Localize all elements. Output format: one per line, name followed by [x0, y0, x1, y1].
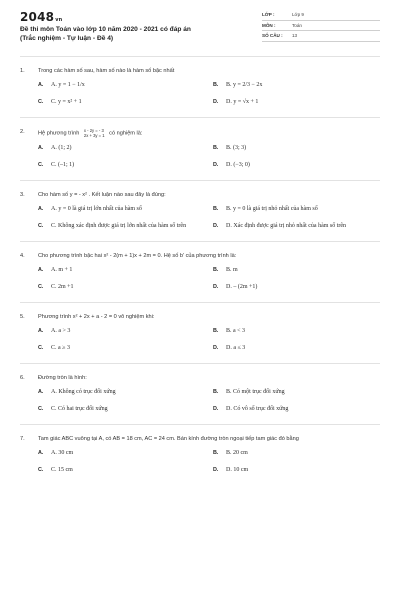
- option-letter: A.: [38, 389, 44, 395]
- question-divider: [20, 180, 380, 181]
- option-text: C. Có hai trục đối xứng: [51, 406, 108, 412]
- question-stem: [20, 252, 380, 260]
- question-text-before: Hệ phương trình: [38, 130, 80, 137]
- option-b[interactable]: [213, 81, 398, 89]
- question-7: [20, 435, 380, 483]
- option-b[interactable]: [213, 327, 398, 335]
- question-3: [20, 191, 380, 242]
- option-text: A. 30 cm: [51, 450, 74, 456]
- option-c[interactable]: [38, 405, 213, 413]
- option-text: C. Không xác định được giá trị lớn nhất của hàm số trên: [51, 223, 187, 229]
- option-text: B. a < 3: [226, 328, 246, 334]
- question-stem: [20, 191, 380, 199]
- option-letter: C.: [38, 99, 44, 105]
- option-text: D. a ≤ 3: [226, 345, 246, 351]
- option-text: B. y = 2/3 − 2x: [226, 82, 263, 88]
- option-a[interactable]: [38, 205, 213, 213]
- question-text: Phương trình x² + 2x + a - 2 = 0 vô nghiệm khi:: [38, 314, 155, 320]
- option-d[interactable]: [213, 161, 398, 169]
- question-text: Đường tròn là hình:: [38, 375, 87, 381]
- option-letter: A.: [38, 328, 44, 334]
- option-c[interactable]: [38, 222, 213, 230]
- options: [20, 81, 380, 115]
- question-text: Tam giác ABC vuông tại A, có AB = 18 cm, AC = 24 cm. Bán kính đường tròn ngoại tiếp tam giác đó bằng: [38, 436, 299, 442]
- option-letter: D.: [213, 162, 219, 168]
- option-text: A. y = 1 − 1/x: [51, 82, 85, 88]
- option-letter: A.: [38, 206, 44, 212]
- question-stem: [20, 67, 380, 75]
- option-b[interactable]: [213, 205, 398, 213]
- logo-text: 2048: [20, 10, 55, 24]
- option-d[interactable]: [213, 466, 398, 474]
- meta-value: Lớp 9: [292, 12, 304, 18]
- meta-value: Toán: [292, 22, 302, 28]
- header-meta: [262, 10, 380, 42]
- option-c[interactable]: [38, 161, 213, 169]
- question-1: [20, 67, 380, 118]
- option-text: D. 10 cm: [226, 467, 249, 473]
- option-letter: D.: [213, 345, 219, 351]
- meta-row-subject: [262, 21, 380, 32]
- question-text: [38, 128, 380, 138]
- question-number: 1.: [20, 68, 25, 74]
- option-text: C. 2m +1: [51, 284, 74, 290]
- options: [20, 266, 380, 300]
- option-text: D. (−3; 0): [226, 162, 250, 168]
- option-d[interactable]: [213, 405, 398, 413]
- option-letter: C.: [38, 284, 44, 290]
- option-text: C. (–1; 1): [51, 162, 75, 168]
- option-a[interactable]: [38, 388, 213, 396]
- option-text: B. y = 0 là giá trị nhỏ nhất của hàm số: [226, 206, 318, 212]
- option-letter: B.: [213, 82, 219, 88]
- option-letter: C.: [38, 467, 44, 473]
- question-5: [20, 313, 380, 364]
- question-4: [20, 252, 380, 303]
- question-number: 7.: [20, 436, 25, 442]
- header-left: [20, 10, 250, 43]
- question-number: 6.: [20, 375, 25, 381]
- options: [20, 327, 380, 361]
- logo-suffix: vn: [55, 17, 63, 23]
- question-divider: [20, 363, 380, 364]
- equation-2: 2x + 3y = 1: [83, 133, 105, 138]
- question-stem: [20, 435, 380, 443]
- options: [20, 449, 380, 483]
- question-divider: [20, 117, 380, 118]
- question-divider: [20, 241, 380, 242]
- title-line-2: (Trắc nghiệm - Tự luận - Đề 4): [20, 34, 114, 42]
- option-letter: B.: [213, 389, 219, 395]
- option-text: C. 15 cm: [51, 467, 73, 473]
- option-letter: C.: [38, 223, 44, 229]
- option-text: A. (1; 2): [51, 145, 72, 151]
- question-divider: [20, 302, 380, 303]
- meta-key: SỐ CÂU :: [262, 33, 283, 39]
- option-letter: C.: [38, 406, 44, 412]
- option-c[interactable]: [38, 344, 213, 352]
- option-c[interactable]: [38, 98, 213, 106]
- option-letter: C.: [38, 162, 44, 168]
- option-letter: B.: [213, 450, 219, 456]
- equation-system: [84, 128, 105, 138]
- option-text: B. m: [226, 267, 238, 273]
- option-letter: B.: [213, 206, 219, 212]
- question-text: Cho phương trình bậc hai x² - 2(m + 1)x + 2m = 0. Hệ số b' của phương trình là:: [38, 253, 237, 259]
- option-c[interactable]: [38, 466, 213, 474]
- option-text: D. y = √x + 1: [226, 99, 259, 105]
- option-letter: B.: [213, 145, 219, 151]
- site-logo[interactable]: [20, 10, 250, 24]
- option-letter: A.: [38, 450, 44, 456]
- question-number: 2.: [20, 129, 25, 135]
- question-6: [20, 374, 380, 425]
- document-header: [20, 10, 380, 54]
- option-text: D. Xác định được giá trị nhỏ nhất của hàm số trên: [226, 223, 347, 229]
- option-text: D. Có vô số trục đối xứng: [226, 406, 289, 412]
- option-text: D. – (2m +1): [226, 284, 258, 290]
- question-text-after: có nghiệm là:: [109, 130, 143, 137]
- question-number: 5.: [20, 314, 25, 320]
- option-letter: D.: [213, 223, 219, 229]
- option-text: B. Có một trục đối xứng: [226, 389, 285, 395]
- option-d[interactable]: [213, 283, 398, 291]
- option-letter: A.: [38, 145, 44, 151]
- meta-key: LỚP :: [262, 12, 275, 18]
- question-text: Cho hàm số y = - x² . Kết luận nào sau đây là đúng:: [38, 192, 166, 198]
- option-letter: A.: [38, 82, 44, 88]
- option-d[interactable]: [213, 98, 398, 106]
- option-a[interactable]: [38, 81, 213, 89]
- question-number: 3.: [20, 192, 25, 198]
- option-text: C. a ≥ 3: [51, 345, 70, 351]
- question-number: 4.: [20, 253, 25, 259]
- meta-row-count: [262, 31, 380, 42]
- options: [20, 388, 380, 422]
- options: [20, 144, 380, 178]
- option-letter: B.: [213, 328, 219, 334]
- options: [20, 205, 380, 239]
- option-letter: D.: [213, 284, 219, 290]
- option-letter: B.: [213, 267, 219, 273]
- option-text: A. a > 3: [51, 328, 71, 334]
- option-b[interactable]: [213, 144, 398, 152]
- equation-1: x - 2y = - 3: [83, 128, 104, 133]
- option-letter: D.: [213, 467, 219, 473]
- meta-value: 13: [292, 33, 298, 39]
- option-text: C. y = x² + 1: [51, 99, 82, 105]
- option-b[interactable]: [213, 266, 398, 274]
- option-letter: C.: [38, 345, 44, 351]
- option-letter: A.: [38, 267, 44, 273]
- option-text: A. m + 1: [51, 267, 73, 273]
- option-text: B. (3; 3): [226, 145, 247, 151]
- question-stem: [20, 313, 380, 321]
- option-a[interactable]: [38, 266, 213, 274]
- document-title: [20, 26, 250, 43]
- question-2: [20, 128, 380, 181]
- option-d[interactable]: [213, 222, 398, 230]
- question-text: Trong các hàm số sau, hàm số nào là hàm số bậc nhất: [38, 68, 175, 74]
- option-d[interactable]: [213, 344, 398, 352]
- option-b[interactable]: [213, 388, 398, 396]
- header-divider: [20, 56, 380, 57]
- option-a[interactable]: [38, 144, 213, 152]
- option-text: B. 20 cm: [226, 450, 248, 456]
- option-text: A. Không có trục đối xứng: [51, 389, 116, 395]
- option-a[interactable]: [38, 449, 213, 457]
- question-stem: [20, 374, 380, 382]
- option-b[interactable]: [213, 449, 398, 457]
- option-letter: D.: [213, 99, 219, 105]
- option-c[interactable]: [38, 283, 213, 291]
- meta-key: MÔN :: [262, 22, 276, 28]
- question-divider: [20, 424, 380, 425]
- question-stem: [20, 128, 380, 138]
- option-text: A. y = 0 là giá trị lớn nhất của hàm số: [51, 206, 142, 212]
- meta-row-class: [262, 10, 380, 21]
- option-a[interactable]: [38, 327, 213, 335]
- option-letter: D.: [213, 406, 219, 412]
- title-line-1: Đề thi môn Toán vào lớp 10 năm 2020 - 2021 có đáp án: [20, 26, 191, 33]
